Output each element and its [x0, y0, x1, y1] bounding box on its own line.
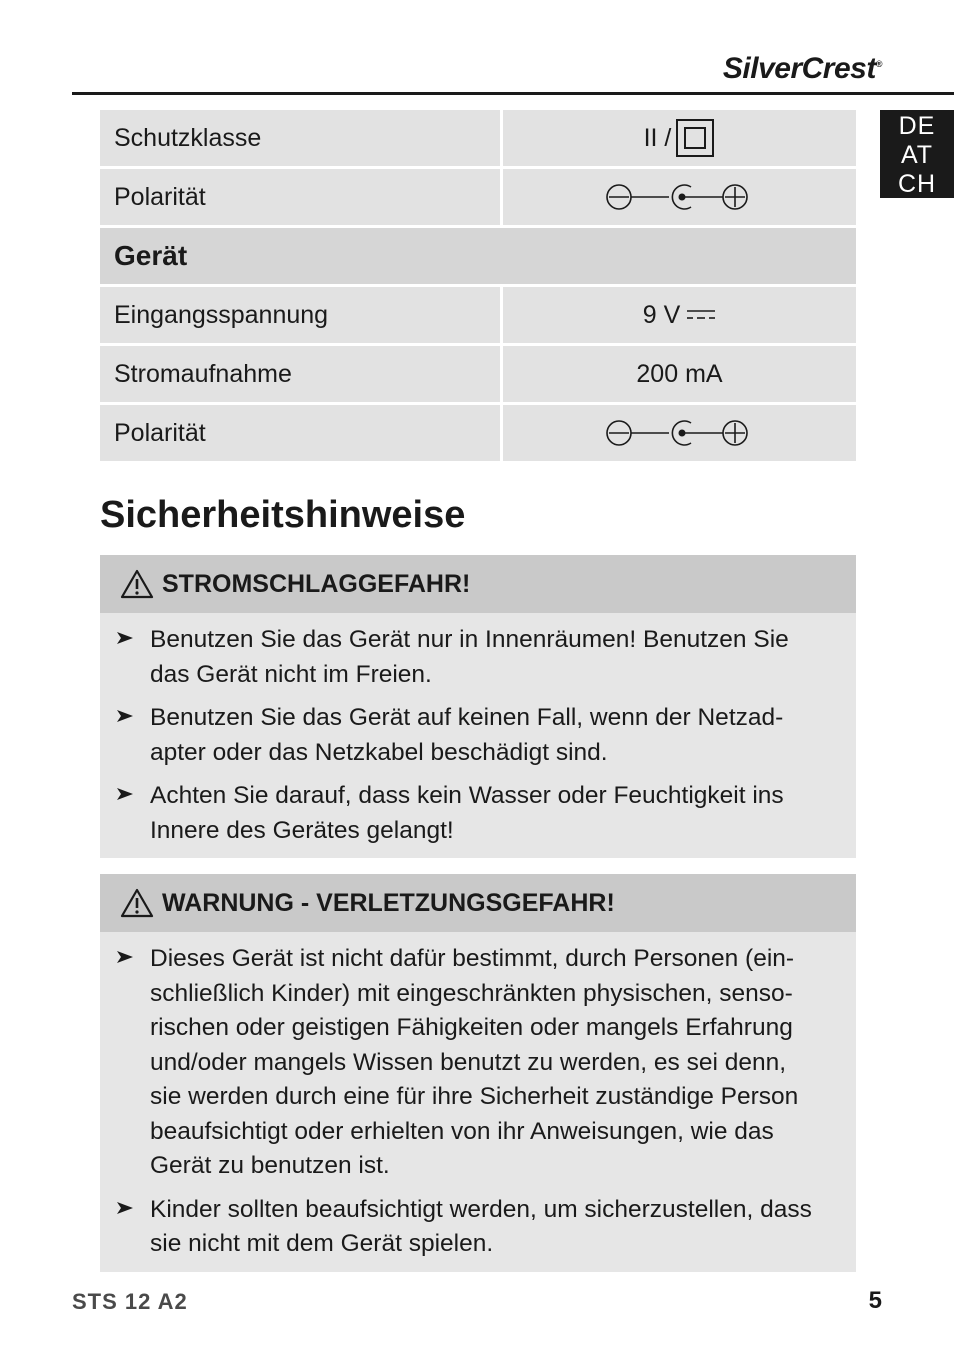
bullet-arrow-icon	[116, 1200, 134, 1216]
spec-value	[503, 287, 856, 343]
brand-logo	[723, 52, 882, 86]
warning-heading	[100, 874, 856, 932]
model-number: STS 12 A2	[72, 1289, 188, 1314]
list-item	[114, 701, 816, 770]
spec-label: Stromaufnahme	[100, 346, 500, 402]
warning-box-injury	[100, 874, 856, 1272]
list-item-text: Dieses Gerät ist nicht dafür bestimmt, durch Personen (ein-schließlich Kinder) mit eingeschränkten physischen, senso-rischen oder geistigen Fähigkeiten oder mangels Erfahrung und/oder mangels Wissen benutzt zu werden, es sei denn, sie werden durch eine für ihre Sicherheit zuständige Person beaufsichtigt oder erhielten von ihr Anweisungen, wie das Gerät zu benutzen ist.	[150, 945, 799, 1179]
spec-label: Eingangsspannung	[100, 287, 500, 343]
page-number: 5	[868, 1287, 882, 1314]
language-tab	[880, 110, 954, 198]
warning-triangle-icon	[120, 888, 154, 918]
warning-heading-text: WARNUNG - VERLETZUNGSGEFAHR!	[162, 888, 615, 917]
list-item	[114, 942, 816, 1184]
spec-label: Polarität	[100, 169, 500, 225]
header-rule	[72, 92, 954, 95]
spec-value: 200 mA	[503, 346, 856, 402]
table-section-row	[100, 228, 856, 284]
bullet-arrow-icon	[116, 708, 134, 724]
dc-current-icon	[686, 308, 716, 322]
warning-box-electric-shock	[100, 555, 856, 858]
lang-at: AT	[900, 141, 934, 169]
spec-label: Polarität	[100, 405, 500, 461]
warning-list	[100, 932, 856, 1272]
spec-value-text: II /	[643, 123, 672, 152]
protection-class-ii-icon	[675, 118, 715, 158]
table-row	[100, 110, 856, 166]
spec-table	[100, 110, 856, 464]
polarity-icon	[605, 418, 755, 448]
spec-value	[503, 110, 856, 166]
spec-value	[503, 405, 856, 461]
list-item-text: Benutzen Sie das Gerät nur in Innenräumen! Benutzen Sie das Gerät nicht im Freien.	[150, 626, 789, 688]
warning-triangle-icon	[120, 569, 154, 599]
spec-value-text: 9 V	[642, 300, 681, 329]
list-item-text: Achten Sie darauf, dass kein Wasser oder Feuchtigkeit ins Innere des Gerätes gelangt!	[150, 782, 784, 844]
spec-value	[503, 169, 856, 225]
bullet-arrow-icon	[116, 786, 134, 802]
list-item	[114, 1193, 816, 1262]
spec-label: Schutzklasse	[100, 110, 500, 166]
section-label: Gerät	[100, 228, 856, 284]
lang-de: DE	[898, 112, 936, 140]
list-item-text: Kinder sollten beaufsichtigt werden, um sicherzustellen, dass sie nicht mit dem Gerät spielen.	[150, 1195, 812, 1257]
registered-mark: ®	[875, 59, 882, 69]
lang-ch: CH	[897, 170, 937, 198]
page-title: Sicherheitshinweise	[100, 494, 466, 536]
list-item-text: Benutzen Sie das Gerät auf keinen Fall, wenn der Netzad-apter oder das Netzkabel beschädigt sind.	[150, 704, 784, 766]
table-row	[100, 405, 856, 461]
warning-heading-text: STROMSCHLAGGEFAHR!	[162, 569, 471, 598]
table-row	[100, 287, 856, 343]
bullet-arrow-icon	[116, 630, 134, 646]
warning-list	[100, 613, 856, 858]
polarity-icon	[605, 182, 755, 212]
list-item	[114, 779, 816, 848]
bullet-arrow-icon	[116, 949, 134, 965]
table-row	[100, 346, 856, 402]
table-row	[100, 169, 856, 225]
brand-name: SilverCrest	[722, 52, 876, 85]
warning-heading	[100, 555, 856, 613]
list-item	[114, 623, 816, 692]
